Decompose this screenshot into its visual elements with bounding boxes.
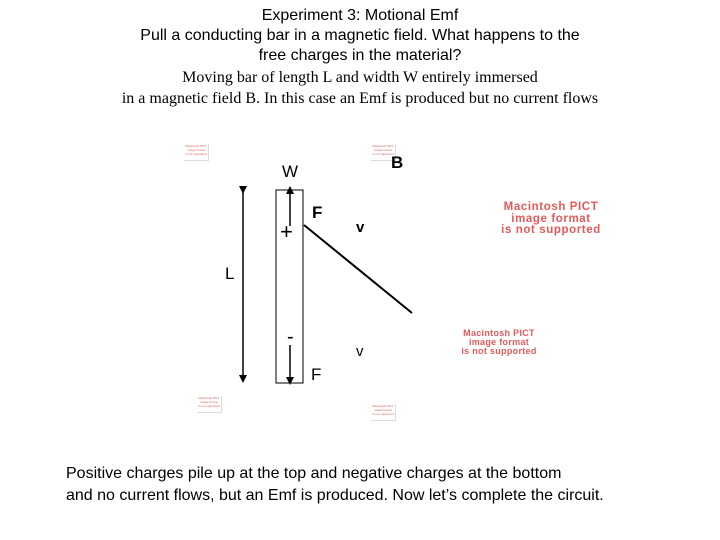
pict-placeholder-thumbnail: Macintosh PICT image format is not supported	[197, 396, 222, 413]
pict-placeholder-large: Macintosh PICT image format is not supported	[501, 201, 601, 236]
magnetic-field-label: B	[391, 153, 404, 172]
pict-placeholder-thumbnail: Macintosh PICT image format is not supported	[371, 404, 396, 421]
force-label-bottom: F	[311, 365, 322, 384]
minus-charge-sign: -	[287, 326, 294, 348]
title-line-4: Moving bar of length L and width W entirely immersed	[182, 69, 538, 86]
conclusion-line-1: Positive charges pile up at the top and negative charges at the bottom	[66, 465, 562, 482]
conclusion-line-2: and no current flows, but an Emf is produced. Now let’s complete the circuit.	[66, 487, 604, 504]
pict-placeholder-thumbnail: Macintosh PICT image format is not supported	[184, 144, 209, 161]
title-line-1: Experiment 3: Motional Emf	[261, 7, 459, 24]
conclusion-text	[66, 463, 706, 507]
diagonal-line	[304, 225, 412, 313]
pict-placeholder-thumbnail: Macintosh PICT image format is not supported	[371, 144, 396, 161]
velocity-label-bottom: v	[356, 343, 364, 360]
plus-charge-sign: +	[280, 219, 293, 244]
length-label: L	[225, 264, 235, 283]
title-line-2: Pull a conducting bar in a magnetic field. What happens to the	[140, 27, 580, 44]
title-line-5: in a magnetic field B. In this case an Emf is produced but no current flows	[121, 90, 599, 107]
title-line-3: free charges in the material?	[258, 47, 462, 64]
pict-placeholder-medium: Macintosh PICT image format is not supported	[461, 328, 537, 356]
velocity-label-top: v	[356, 219, 365, 236]
force-label-top: F	[312, 203, 323, 222]
width-label: W	[282, 162, 299, 181]
